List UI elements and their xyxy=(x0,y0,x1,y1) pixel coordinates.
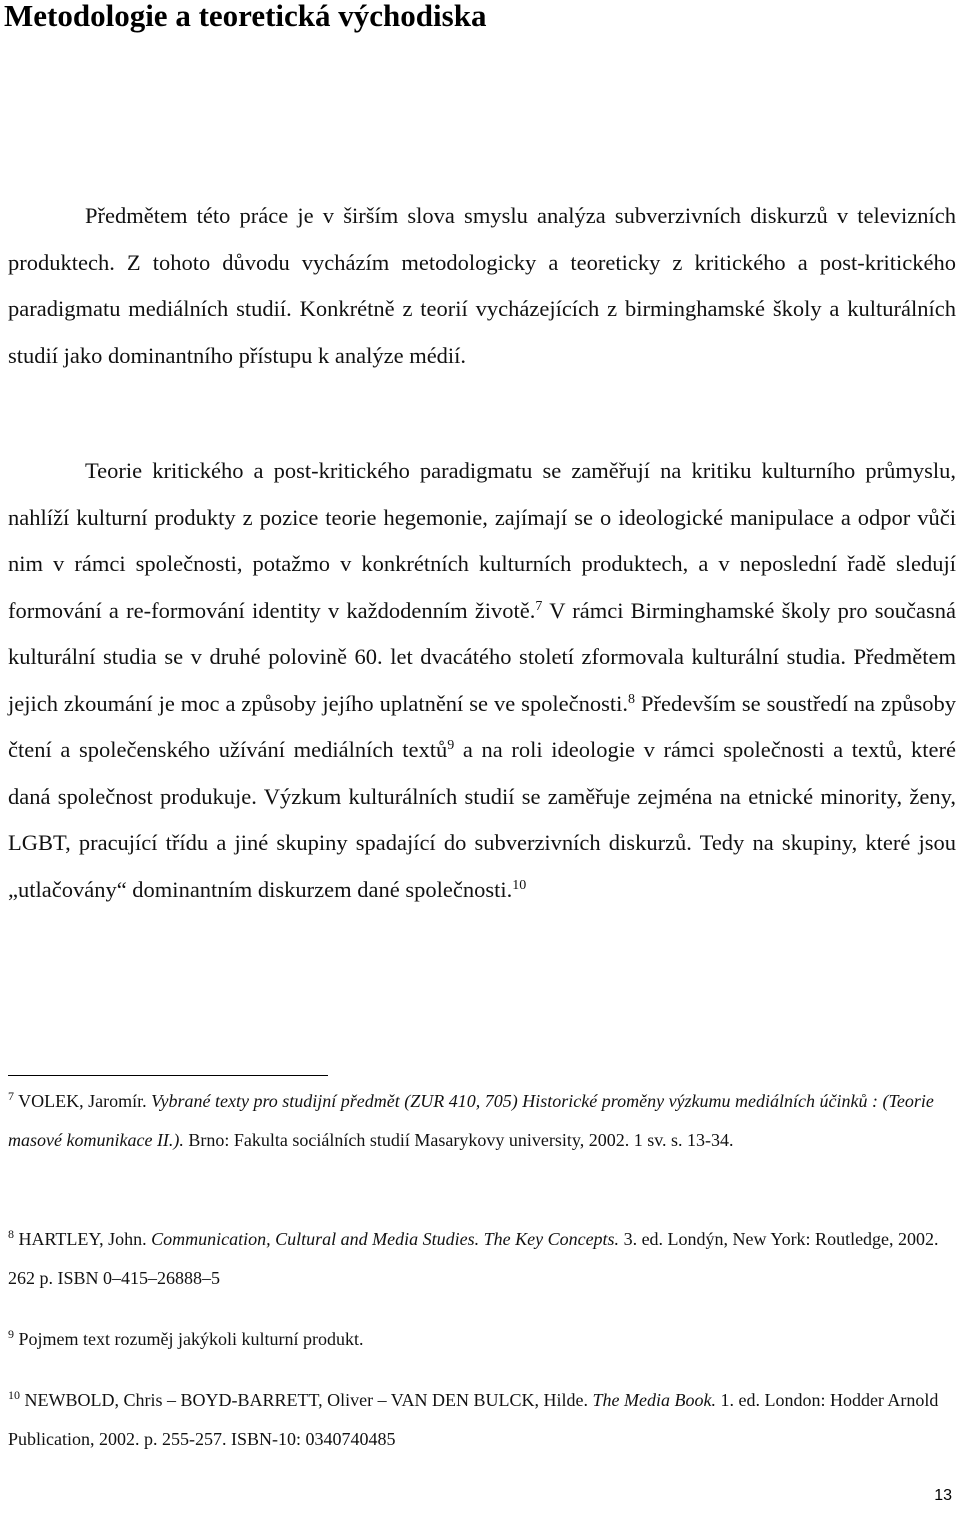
paragraph-theory xyxy=(8,448,956,913)
paragraph-text: Teorie kritického a post-kritického paradigmatu se zaměřují na kritiku kulturního průmyslu, nahlíží kulturní produkty z pozice teorie hegemonie, zajímají se o ideologické manipulace a odpor vůči nim v rámci společnosti, potažmo v konkrétních kulturních produktech, a v neposlední řadě sledují formování a re-formování identity v každodenním životě. xyxy=(8,458,956,623)
footnote-separator xyxy=(8,1075,328,1076)
page-number: 13 xyxy=(934,1487,952,1504)
footnote-number: 7 xyxy=(8,1089,14,1103)
footnote-9 xyxy=(8,1320,956,1359)
footnote-10 xyxy=(8,1381,956,1458)
footnote-ref: 10 xyxy=(512,877,527,893)
footnote-author: NEWBOLD, Chris – BOYD-BARRETT, Oliver – VAN DEN BULCK, Hilde. xyxy=(20,1390,593,1410)
footnote-author: HARTLEY, John. xyxy=(14,1229,152,1249)
section-title: Metodologie a teoretická východiska xyxy=(4,0,487,33)
footnote-number: 8 xyxy=(8,1227,14,1241)
footnote-ref: 9 xyxy=(447,738,455,753)
footnote-publication: Brno: Fakulta sociálních studií Masarykovy university, 2002. 1 sv. s. 13-34. xyxy=(183,1129,734,1150)
footnote-title: Vybrané texty pro studijní předmět (ZUR 410, 705) Historické proměny výzkumu mediálních účinků : (Teorie masové komunikace II.). xyxy=(8,1091,934,1150)
footnote-publication: 3. ed. Londýn, New York: Routledge, 2002. 262 p. ISBN 0–415–26888–5 xyxy=(8,1229,939,1288)
footnote-number: 10 xyxy=(8,1388,20,1402)
paragraph-intro: Předmětem této práce je v širším slova smyslu analýza subverzivních diskurzů v televizních produktech. Z tohoto důvodu vycházím metodologicky a teoreticky z kritického a post-kritického paradigmatu mediálních studií. Konkrétně z teorií vycházejících z birminghamské školy a kulturálních studií jako dominantního přístupu k analýze médií. xyxy=(8,203,956,368)
footnote-7 xyxy=(8,1082,956,1159)
footnote-title: Communication, Cultural and Media Studies. The Key Concepts. xyxy=(151,1229,620,1249)
paragraph-text: a na roli ideologie v rámci společnosti a textů, které daná společnost produkuje. Výzkum kulturálních studií se zaměřuje zejména na etnické minority, ženy, LGBT, pracující třídu a jiné skupiny spadající do subverzivních diskurzů. Tedy na skupiny, které jsou „utlačovány“ dominantním diskurzem dané společnosti. xyxy=(8,737,956,902)
footnote-author: VOLEK, Jaromír. xyxy=(14,1091,152,1111)
footnote-title: The Media Book. xyxy=(592,1390,716,1410)
footnote-ref: 8 xyxy=(628,691,636,707)
footnote-ref: 7 xyxy=(535,598,543,614)
paragraph-text: V rámci Birminghamské školy pro současná kulturální studia se v druhé polovině 60. let dvacátého století zformovala kulturální studia. Předmětem jejich zkoumání je moc a způsoby jejího uplatnění se ve společnosti. xyxy=(8,597,956,716)
paragraph-text: Především se soustředí na způsoby čtení a společenského užívání mediálních textů xyxy=(8,690,956,762)
footnote-8 xyxy=(8,1220,956,1297)
footnote-text: Pojmem text rozuměj jakýkoli kulturní produkt. xyxy=(14,1329,364,1349)
footnote-number: 9 xyxy=(8,1327,14,1341)
footnote-publication: 1. ed. London: Hodder Arnold Publication, 2002. p. 255-257. ISBN-10: 0340740485 xyxy=(8,1390,939,1449)
